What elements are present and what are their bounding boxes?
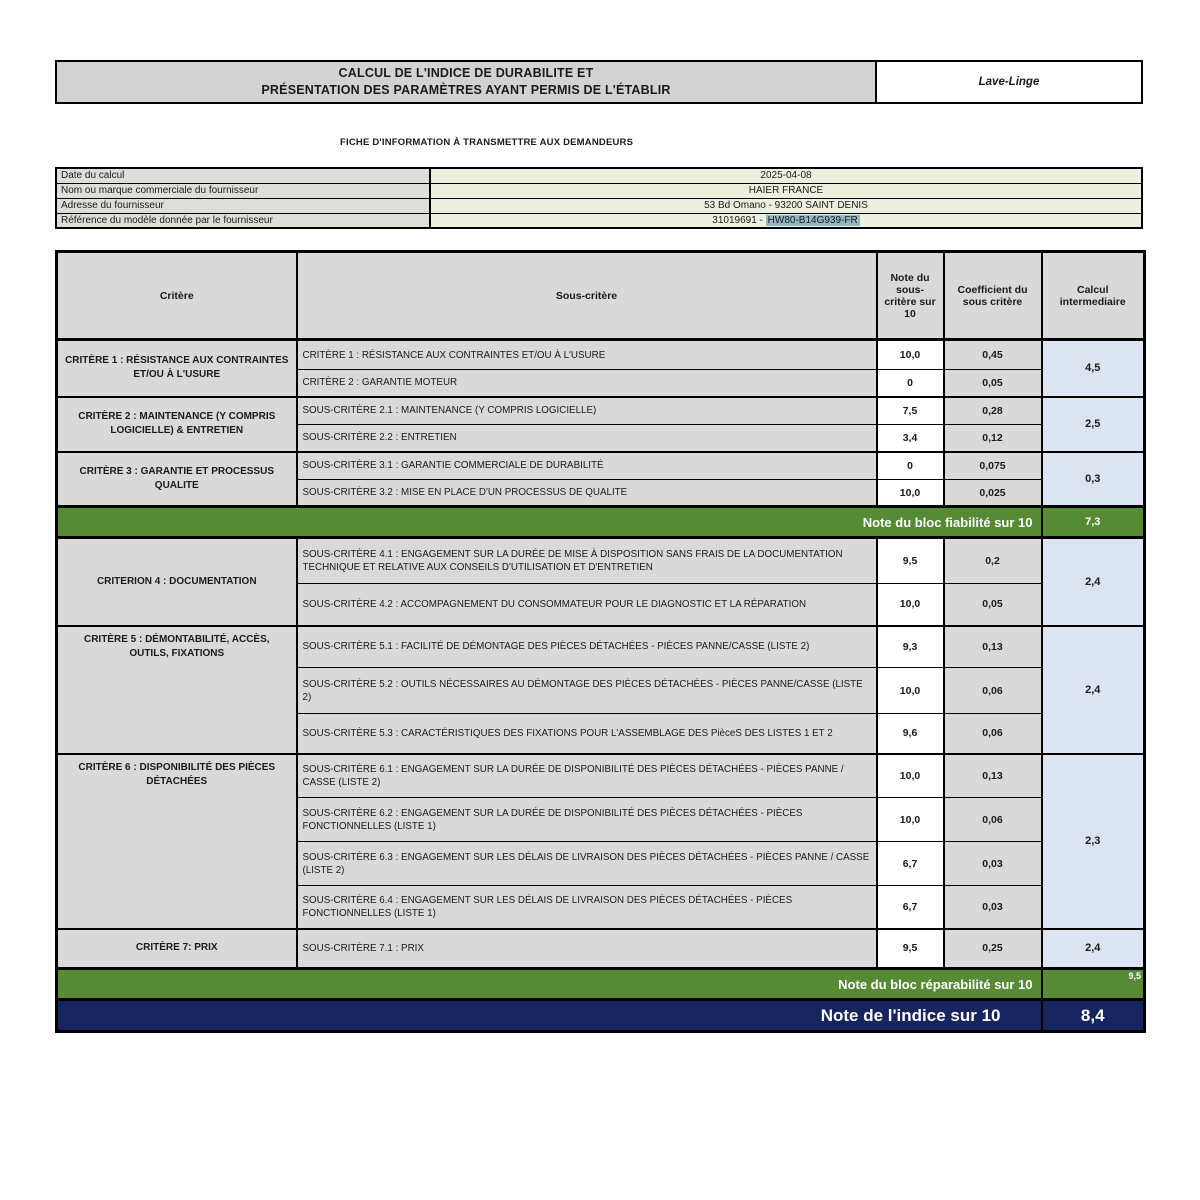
sub-criterion-cell: SOUS-CRITÈRE 2.2 : ENTRETIEN bbox=[297, 425, 877, 452]
criteria-row bbox=[57, 452, 1145, 480]
info-row bbox=[56, 183, 1142, 198]
note-cell: 10,0 bbox=[877, 754, 944, 798]
intermediate-calc-cell: 2,4 bbox=[1042, 929, 1145, 969]
coefficient-cell: 0,2 bbox=[944, 538, 1042, 584]
sub-criterion-cell: SOUS-CRITÈRE 4.2 : ACCOMPAGNEMENT DU CONSOMMATEUR POUR LE DIAGNOSTIC ET LA RÉPARATION bbox=[297, 584, 877, 626]
sub-criterion-cell: SOUS-CRITÈRE 5.3 : CARACTÉRISTIQUES DES FIXATIONS POUR L'ASSEMBLAGE DES PièceS DES LISTES 1 ET 2 bbox=[297, 714, 877, 754]
criterion-cell: CRITÈRE 6 : DISPONIBILITÉ DES PIÈCES DÉTACHÉES bbox=[57, 754, 297, 929]
coefficient-cell: 0,06 bbox=[944, 714, 1042, 754]
note-cell: 10,0 bbox=[877, 798, 944, 842]
intermediate-calc-cell: 4,5 bbox=[1042, 340, 1145, 397]
coefficient-cell: 0,28 bbox=[944, 397, 1042, 425]
product-type-box bbox=[877, 62, 1141, 102]
sub-criterion-cell: SOUS-CRITÈRE 6.2 : ENGAGEMENT SUR LA DURÉE DE DISPONIBILITÉ DES PIÈCES DÉTACHÉES - PIÈCES FONCTIONNELLES (LISTE 1) bbox=[297, 798, 877, 842]
info-value: 31019691 - HW80-B14G939-FR bbox=[430, 213, 1142, 228]
info-row bbox=[56, 213, 1142, 228]
header-coefficient: Coefficient du sous critère bbox=[944, 252, 1042, 340]
intermediate-calc-cell: 2,5 bbox=[1042, 397, 1145, 452]
info-label: Date du calcul bbox=[56, 168, 430, 183]
intermediate-calc-cell: 0,3 bbox=[1042, 452, 1145, 507]
document-subtitle: FICHE D'INFORMATION À TRANSMETTRE AUX DEMANDEURS bbox=[340, 137, 634, 148]
coefficient-cell: 0,45 bbox=[944, 340, 1042, 370]
note-cell: 9,6 bbox=[877, 714, 944, 754]
note-cell: 10,0 bbox=[877, 668, 944, 714]
document-title-line1: CALCUL DE L'INDICE DE DURABILITE ET bbox=[338, 66, 594, 80]
block-note-label: Note du bloc fiabilité sur 10 bbox=[57, 507, 1042, 538]
info-row bbox=[56, 168, 1142, 183]
document-title-line2: PRÉSENTATION DES PARAMÈTRES AYANT PERMIS DE L'ÉTABLIR bbox=[261, 83, 671, 97]
sub-criterion-cell: CRITÈRE 2 : GARANTIE MOTEUR bbox=[297, 370, 877, 397]
coefficient-cell: 0,025 bbox=[944, 480, 1042, 507]
sub-criterion-cell: SOUS-CRITÈRE 3.1 : GARANTIE COMMERCIALE DE DURABILITÉ bbox=[297, 452, 877, 480]
index-score-row bbox=[57, 1000, 1145, 1032]
note-cell: 9,3 bbox=[877, 626, 944, 668]
note-cell: 10,0 bbox=[877, 340, 944, 370]
document-header bbox=[55, 60, 1143, 104]
block-note-value: 9,5 bbox=[1042, 969, 1145, 1000]
criterion-cell: CRITÈRE 3 : GARANTIE ET PROCESSUS QUALITE bbox=[57, 452, 297, 507]
sub-criterion-cell: SOUS-CRITÈRE 4.1 : ENGAGEMENT SUR LA DURÉE DE MISE À DISPOSITION SANS FRAIS DE LA DOCUMENTATION TECHNIQUE ET RELATIVE AUX CONSEILS D'UTILISATION ET D'ENTRETIEN bbox=[297, 538, 877, 584]
note-cell: 10,0 bbox=[877, 584, 944, 626]
note-cell: 9,5 bbox=[877, 929, 944, 969]
intermediate-calc-cell: 2,3 bbox=[1042, 754, 1145, 929]
info-row bbox=[56, 198, 1142, 213]
criterion-cell: CRITÈRE 1 : RÉSISTANCE AUX CONTRAINTES ET/OU À L'USURE bbox=[57, 340, 297, 397]
info-label: Référence du modèle donnée par le fournisseur bbox=[56, 213, 430, 228]
header-sous-critere: Sous-critère bbox=[297, 252, 877, 340]
sub-criterion-cell: SOUS-CRITÈRE 6.3 : ENGAGEMENT SUR LES DÉLAIS DE LIVRAISON DES PIÈCES DÉTACHÉES - PIÈCES PANNE / CASSE (LISTE 2) bbox=[297, 842, 877, 886]
block-note-row bbox=[57, 969, 1145, 1000]
sub-criterion-cell: SOUS-CRITÈRE 3.2 : MISE EN PLACE D'UN PROCESSUS DE QUALITE bbox=[297, 480, 877, 507]
coefficient-cell: 0,12 bbox=[944, 425, 1042, 452]
coefficient-cell: 0,05 bbox=[944, 370, 1042, 397]
header-calcul: Calcul intermediaire bbox=[1042, 252, 1145, 340]
coefficient-cell: 0,05 bbox=[944, 584, 1042, 626]
note-cell: 9,5 bbox=[877, 538, 944, 584]
coefficient-cell: 0,06 bbox=[944, 798, 1042, 842]
info-value: 2025-04-08 bbox=[430, 168, 1142, 183]
note-cell: 7,5 bbox=[877, 397, 944, 425]
note-cell: 3,4 bbox=[877, 425, 944, 452]
criteria-row bbox=[57, 538, 1145, 584]
sub-criterion-cell: CRITÈRE 1 : RÉSISTANCE AUX CONTRAINTES ET/OU À L'USURE bbox=[297, 340, 877, 370]
sub-criterion-cell: SOUS-CRITÈRE 5.1 : FACILITÉ DE DÉMONTAGE DES PIÈCES DÉTACHÉES - PIÈCES PANNE/CASSE (LISTE 2) bbox=[297, 626, 877, 668]
note-cell: 0 bbox=[877, 370, 944, 397]
coefficient-cell: 0,075 bbox=[944, 452, 1042, 480]
coefficient-cell: 0,13 bbox=[944, 626, 1042, 668]
criteria-row bbox=[57, 397, 1145, 425]
index-score-label: Note de l'indice sur 10 bbox=[57, 1000, 1042, 1032]
criteria-table bbox=[55, 250, 1146, 1033]
header-critere: Critère bbox=[57, 252, 297, 340]
criterion-cell: CRITÈRE 2 : MAINTENANCE (Y COMPRIS LOGICIELLE) & ENTRETIEN bbox=[57, 397, 297, 452]
coefficient-cell: 0,25 bbox=[944, 929, 1042, 969]
block-note-label: Note du bloc réparabilité sur 10 bbox=[57, 969, 1042, 1000]
note-cell: 10,0 bbox=[877, 480, 944, 507]
coefficient-cell: 0,03 bbox=[944, 842, 1042, 886]
criteria-row bbox=[57, 626, 1145, 668]
note-cell: 6,7 bbox=[877, 886, 944, 929]
criteria-row bbox=[57, 754, 1145, 798]
criteria-row bbox=[57, 929, 1145, 969]
info-label: Nom ou marque commerciale du fournisseur bbox=[56, 183, 430, 198]
criteria-table-header-row bbox=[57, 252, 1145, 340]
intermediate-calc-cell: 2,4 bbox=[1042, 626, 1145, 754]
sub-criterion-cell: SOUS-CRITÈRE 2.1 : MAINTENANCE (Y COMPRIS LOGICIELLE) bbox=[297, 397, 877, 425]
coefficient-cell: 0,03 bbox=[944, 886, 1042, 929]
block-note-value: 7,3 bbox=[1042, 507, 1145, 538]
index-score-value: 8,4 bbox=[1042, 1000, 1145, 1032]
intermediate-calc-cell: 2,4 bbox=[1042, 538, 1145, 626]
coefficient-cell: 0,06 bbox=[944, 668, 1042, 714]
model-reference-highlight: HW80-B14G939-FR bbox=[767, 214, 858, 226]
criterion-cell: CRITÈRE 5 : DÉMONTABILITÉ, ACCÈS, OUTILS, FIXATIONS bbox=[57, 626, 297, 754]
info-label: Adresse du fournisseur bbox=[56, 198, 430, 213]
note-cell: 0 bbox=[877, 452, 944, 480]
info-value: HAIER FRANCE bbox=[430, 183, 1142, 198]
criteria-row bbox=[57, 340, 1145, 370]
header-note: Note du sous-critère sur 10 bbox=[877, 252, 944, 340]
supplier-info-table bbox=[55, 167, 1143, 229]
criterion-cell: CRITERION 4 : DOCUMENTATION bbox=[57, 538, 297, 626]
document-title bbox=[57, 62, 877, 102]
coefficient-cell: 0,13 bbox=[944, 754, 1042, 798]
sub-criterion-cell: SOUS-CRITÈRE 6.4 : ENGAGEMENT SUR LES DÉLAIS DE LIVRAISON DES PIÈCES DÉTACHÉES - PIÈCES FONCTIONNELLES (LISTE 1) bbox=[297, 886, 877, 929]
sub-criterion-cell: SOUS-CRITÈRE 6.1 : ENGAGEMENT SUR LA DURÉE DE DISPONIBILITÉ DES PIÈCES DÉTACHÉES - PIÈCES PANNE / CASSE (LISTE 2) bbox=[297, 754, 877, 798]
product-type-label: Lave-Linge bbox=[978, 76, 1040, 88]
sub-criterion-cell: SOUS-CRITÈRE 5.2 : OUTILS NÉCESSAIRES AU DÉMONTAGE DES PIÈCES DÉTACHÉES - PIÈCES PANNE/CASSE (LISTE 2) bbox=[297, 668, 877, 714]
note-cell: 6,7 bbox=[877, 842, 944, 886]
info-value: 53 Bd Omano - 93200 SAINT DENIS bbox=[430, 198, 1142, 213]
criterion-cell: CRITÈRE 7: PRIX bbox=[57, 929, 297, 969]
block-note-row bbox=[57, 507, 1145, 538]
sub-criterion-cell: SOUS-CRITÈRE 7.1 : PRIX bbox=[297, 929, 877, 969]
